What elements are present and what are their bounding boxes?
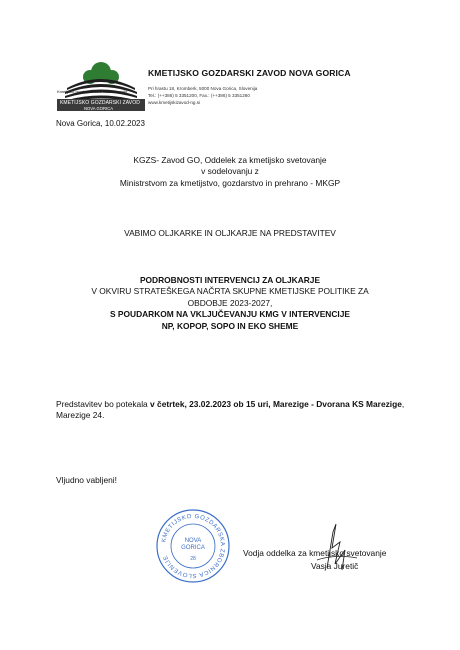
organizer-line: Ministrstvom za kmetijstvo, gozdarstvo in prehrano - MKGP [119, 177, 341, 188]
details-emphasis: NP, KOPOP, SOPO IN EKO SHEME [161, 320, 299, 331]
details-emphasis: S POUDARKOM NA VKLJUČEVANJU KMG V INTERVENCIJE [110, 309, 350, 320]
organizer-line: v sodelovanju z [201, 166, 259, 177]
stamp-center-line: NOVA [184, 538, 202, 544]
details-heading: PODROBNOSTI INTERVENCIJ ZA OLJKARJE [139, 275, 321, 285]
organizer-line: KGZS- Zavod GO, Oddelek za kmetijsko svetovanje [133, 155, 327, 165]
logo-caption: Kmetijsko gozdarska zbornica Slovenije [57, 89, 128, 94]
date-line: Nova Gorica, 10.02.2023 [56, 119, 145, 128]
address-line: Pri hrastu 18, Kromberk, 5000 Nova Gorica, Slovenija [148, 86, 258, 91]
event-place: Marezige [366, 399, 402, 409]
stamp-ring-text: KMETIJSKO GOZDARSKA ZBORNICA SLOVENIJE [161, 513, 226, 579]
event-prefix: Predstavitev bo potekala [56, 399, 151, 409]
logo-band-subtitle: NOVA GORICA [84, 106, 114, 111]
logo-band-title: KMETIJSKO GOZDARSKI ZAVOD [60, 100, 140, 106]
greeting: Vljudno vabljeni! [56, 475, 117, 485]
stamp-center-line: GORICA [181, 545, 205, 551]
official-stamp [155, 508, 231, 584]
event-paragraph [56, 399, 406, 422]
invitation-line: VABIMO OLJKARKE IN OLJKARJE NA PREDSTAVITEV [124, 228, 336, 238]
signature-role: Vodja oddelka za kmetijsko svetovanje [243, 548, 387, 558]
organizers-block [0, 155, 460, 189]
signature-name: Vasja Juretič [311, 561, 359, 571]
website-line: www.kmetijskizavod-ng.si [148, 100, 201, 105]
details-block [0, 275, 460, 332]
event-date-time: v četrtek, 23.02.2023 ob 15 uri, Marezige - Dvorana KS [150, 399, 364, 409]
details-line: OBDOBJE 2023-2027, [187, 297, 273, 308]
details-line: V OKVIRU STRATEŠKEGA NAČRTA SKUPNE KMETIJSKE POLITIKE ZA [91, 286, 369, 297]
organization-title: KMETIJSKO GOZDARSKI ZAVOD NOVA GORICA [148, 68, 351, 78]
event-suffix: , Marezige 24. [56, 399, 405, 421]
phone-line: Tel.: (++386) 5 3351200, Fax.: (++386) 5 3351260 [148, 93, 250, 98]
stamp-number: 28 [190, 556, 196, 562]
